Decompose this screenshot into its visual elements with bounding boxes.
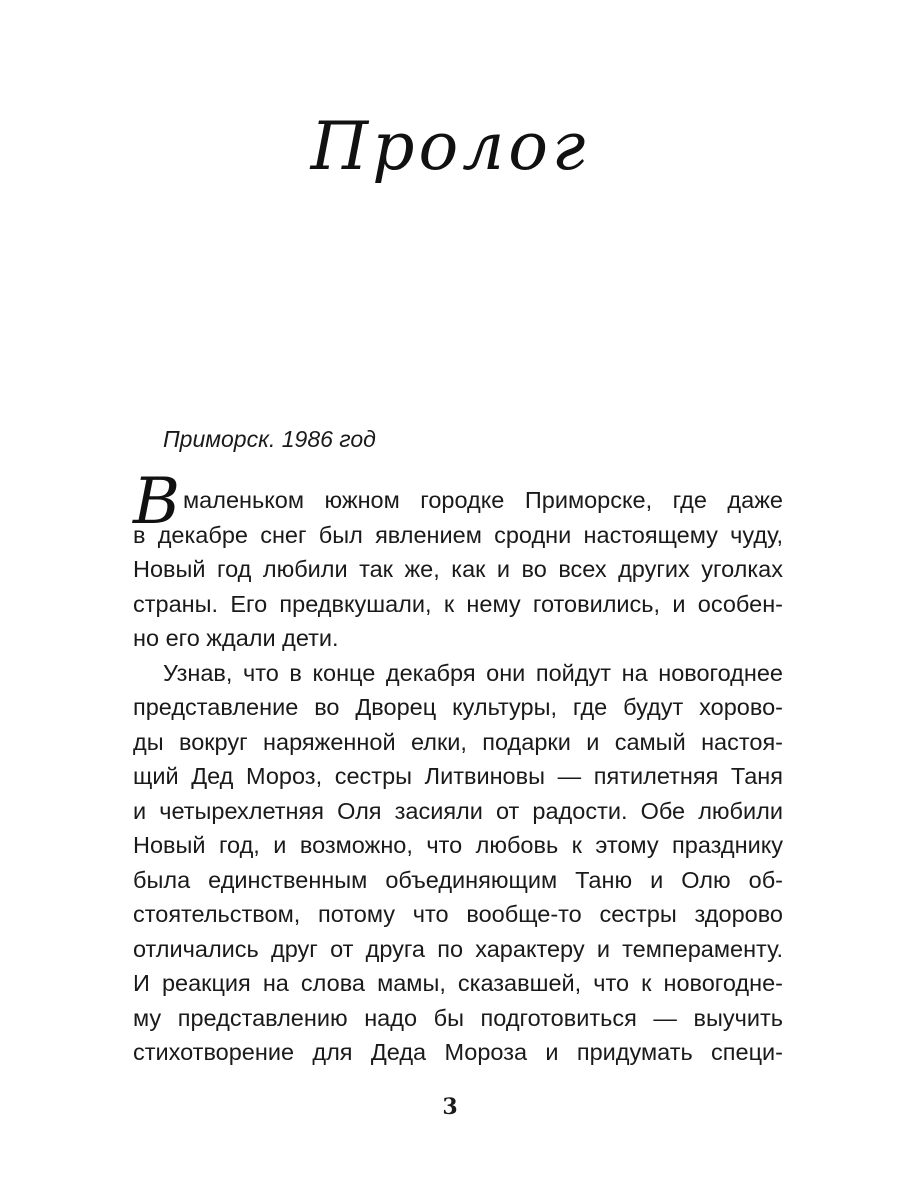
body-text [133, 483, 783, 1070]
text-line: Новый год, и возможно, что любовь к этому празднику [133, 832, 783, 858]
text-line: но его ждали дети. [133, 625, 339, 651]
text-line: стоятельством, потому что вообще-то сестры здорово [133, 901, 783, 927]
text-line: отличались друг от друга по характеру и темпераменту. [133, 935, 783, 962]
text-line: стихотворение для Деда Мороза и придумать специ- [133, 1039, 783, 1065]
text-line: Узнав, что в конце декабря они пойдут на новогоднее [163, 659, 783, 686]
text-line: была единственным объединяющим Таню и Олю об- [133, 866, 783, 893]
text-line: маленьком южном городке Приморске, где даже [183, 487, 783, 513]
text-line: щий Дед Мороз, сестры Литвиновы — пятилетняя Таня [133, 763, 783, 789]
drop-cap: В [133, 465, 181, 539]
text-line: ды вокруг наряженной елки, подарки и самый настоя- [133, 728, 783, 755]
text-line: Новый год любили так же, как и во всех других уголках [133, 556, 783, 582]
text-line: в декабре снег был явлением сродни настоящему чуду, [133, 521, 783, 548]
chapter-title: Пролог [310, 108, 590, 185]
page-number: 3 [442, 1094, 458, 1120]
text-line: И реакция на слова мамы, сказавшей, что к новогодне- [133, 970, 783, 996]
place-date-epigraph: Приморск. 1986 год [163, 426, 376, 452]
text-line: и четырехлетняя Оля засияли от радости. Обе любили [133, 797, 783, 824]
text-line: представление во Дворец культуры, где будут хорово- [133, 694, 783, 720]
text-line: страны. Его предвкушали, к нему готовились, и особен- [133, 590, 783, 617]
text-line: му представлению надо бы подготовиться — выучить [133, 1004, 783, 1031]
